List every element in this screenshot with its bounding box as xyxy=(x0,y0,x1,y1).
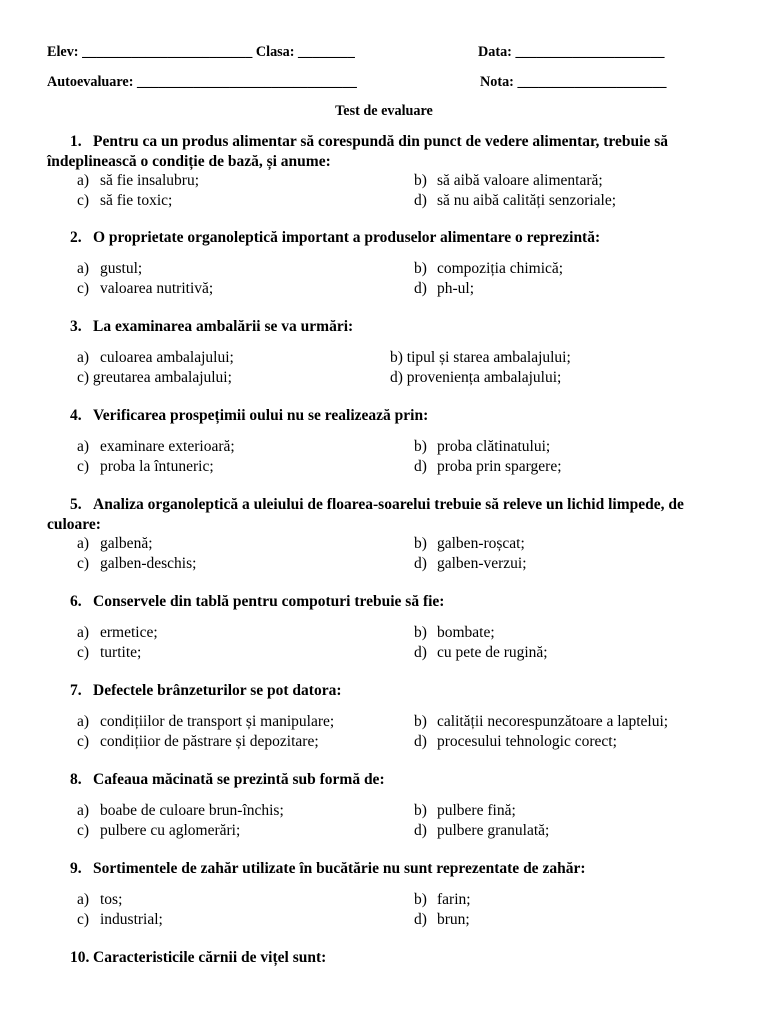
student-blank: ________________________ xyxy=(82,44,253,60)
question-number: 2. xyxy=(70,229,82,247)
option-b-label: b) xyxy=(414,802,427,820)
option-d xyxy=(390,368,561,388)
question-10 xyxy=(0,948,768,968)
question-text: La examinarea ambalării se va urmări: xyxy=(93,318,354,336)
option-row xyxy=(0,437,768,457)
page-title: Test de evaluare xyxy=(335,103,433,119)
grade-blank: _____________________ xyxy=(517,74,667,90)
question-options xyxy=(0,171,768,210)
option-row xyxy=(0,368,768,388)
option-c-label: c) xyxy=(77,279,90,297)
question-options xyxy=(0,623,768,662)
question-number: 10. xyxy=(70,949,90,967)
question-text: Verificarea prospețimii oului nu se realizează prin: xyxy=(93,407,429,425)
option-row xyxy=(0,732,768,752)
option-c-text: pulbere cu aglomerări; xyxy=(100,821,241,839)
option-b-label: b) xyxy=(414,535,427,553)
date-field xyxy=(478,43,664,61)
option-d-label: d) xyxy=(414,821,427,839)
option-c-label: c) xyxy=(77,643,90,661)
option-b-text: pulbere fină; xyxy=(437,802,516,820)
question-number: 8. xyxy=(70,771,82,789)
question-heading xyxy=(0,948,768,968)
option-a-label: a) xyxy=(77,624,90,642)
option-d-label: d) xyxy=(414,279,427,297)
option-row xyxy=(0,457,768,477)
option-d-text: pulbere granulată; xyxy=(437,821,550,839)
option-a-label: a) xyxy=(77,438,90,456)
option-a-label: a) xyxy=(77,535,90,553)
question-options xyxy=(0,534,768,573)
option-c-text: greutarea ambalajului; xyxy=(92,368,232,386)
question-8 xyxy=(0,770,768,840)
option-b-label: b) xyxy=(414,260,427,278)
option-a-text: condițiilor de transport și manipulare; xyxy=(100,713,335,731)
option-a-label: a) xyxy=(77,802,90,820)
option-d-text: procesului tehnologic corect; xyxy=(437,732,617,750)
option-d-text: proveniența ambalajului; xyxy=(406,368,562,386)
option-d-label: d) xyxy=(414,554,427,572)
option-d-text: galben-verzui; xyxy=(437,554,527,572)
self-assessment-blank: _______________________________ xyxy=(136,74,357,90)
option-a-text: tos; xyxy=(100,891,123,909)
option-b-text: să aibă valoare alimentară; xyxy=(437,172,603,190)
question-text: Cafeaua măcinată se prezintă sub formă de: xyxy=(93,771,385,789)
option-b-label: b) xyxy=(414,624,427,642)
question-continuation xyxy=(0,152,768,172)
option-b-label: b) xyxy=(414,891,427,909)
question-number: 5. xyxy=(70,496,82,514)
grade-label: Nota: xyxy=(480,74,514,90)
grade-field xyxy=(480,73,666,91)
option-a-text: boabe de culoare brun-închis; xyxy=(100,802,284,820)
question-6 xyxy=(0,592,768,662)
option-d-text: brun; xyxy=(437,910,470,928)
option-row xyxy=(0,910,768,930)
question-options xyxy=(0,712,768,751)
question-number: 6. xyxy=(70,593,82,611)
option-c-label: c) xyxy=(77,368,90,386)
question-continuation xyxy=(0,515,768,535)
option-c-text: industrial; xyxy=(100,910,163,928)
option-b-label: b) xyxy=(390,349,403,367)
question-heading xyxy=(0,495,768,515)
question-heading xyxy=(0,132,768,152)
option-c-label: c) xyxy=(77,554,90,572)
class-blank: ________ xyxy=(298,44,355,60)
option-c-text: turtite; xyxy=(100,643,142,661)
option-a-text: ermetice; xyxy=(100,624,158,642)
option-row xyxy=(0,191,768,211)
option-a-label: a) xyxy=(77,349,90,367)
question-text: Analiza organoleptică a uleiului de floarea-soarelui trebuie să releve un lichid limpede, de xyxy=(93,496,684,514)
option-d-label: d) xyxy=(414,457,427,475)
option-row xyxy=(0,712,768,732)
option-c-text: condițiior de păstrare și depozitare; xyxy=(100,732,319,750)
option-a-text: gustul; xyxy=(100,260,143,278)
option-c-label: c) xyxy=(77,191,90,209)
question-options xyxy=(0,437,768,476)
question-number: 7. xyxy=(70,682,82,700)
question-text: O proprietate organoleptică important a produselor alimentare o reprezintă: xyxy=(93,229,601,247)
option-row xyxy=(0,171,768,191)
option-c-label: c) xyxy=(77,821,90,839)
option-c-label: c) xyxy=(77,457,90,475)
option-a-label: a) xyxy=(77,713,90,731)
self-assessment-field xyxy=(47,73,357,91)
question-text: Conservele din tablă pentru compoturi trebuie să fie: xyxy=(93,593,445,611)
option-b-label: b) xyxy=(414,438,427,456)
question-number: 1. xyxy=(70,133,82,151)
student-field xyxy=(47,43,355,61)
question-heading xyxy=(0,592,768,612)
question-text: Sortimentele de zahăr utilizate în bucătărie nu sunt reprezentate de zahăr: xyxy=(93,860,586,878)
question-text: Pentru ca un produs alimentar să corespundă din punct de vedere alimentar, trebuie să xyxy=(93,133,668,151)
question-text: Caracteristicile cărnii de vițel sunt: xyxy=(93,949,327,967)
option-a-text: culoarea ambalajului; xyxy=(100,349,234,367)
option-row xyxy=(0,801,768,821)
option-a-label: a) xyxy=(77,260,90,278)
option-row xyxy=(0,259,768,279)
self-assessment-label: Autoevaluare: xyxy=(47,74,134,90)
option-d-label: d) xyxy=(414,643,427,661)
option-b-label: b) xyxy=(414,172,427,190)
question-options xyxy=(0,259,768,298)
option-d-label: d) xyxy=(390,368,403,386)
option-row xyxy=(0,279,768,299)
student-label: Elev: xyxy=(47,44,79,60)
question-text-continued: culoare: xyxy=(47,515,101,533)
option-a-label: a) xyxy=(77,891,90,909)
option-row xyxy=(0,623,768,643)
class-label: Clasa: xyxy=(255,44,295,60)
option-a-text: galbenă; xyxy=(100,535,153,553)
option-c-label: c) xyxy=(77,732,90,750)
option-b-text: bombate; xyxy=(437,624,495,642)
question-text: Defectele brânzeturilor se pot datora: xyxy=(93,682,342,700)
date-blank: _____________________ xyxy=(515,44,665,60)
question-heading xyxy=(0,770,768,790)
option-b-text: compoziția chimică; xyxy=(437,260,564,278)
option-d-label: d) xyxy=(414,910,427,928)
question-1 xyxy=(0,132,768,210)
date-label: Data: xyxy=(478,44,512,60)
option-row xyxy=(0,348,768,368)
option-b-text: proba clătinatului; xyxy=(437,438,551,456)
question-options xyxy=(0,348,768,387)
option-a-label: a) xyxy=(77,172,90,190)
option-c-text: să fie toxic; xyxy=(100,191,173,209)
option-a-text: să fie insalubru; xyxy=(100,172,200,190)
option-b-text: tipul și starea ambalajului; xyxy=(406,349,571,367)
question-options xyxy=(0,801,768,840)
option-b-label: b) xyxy=(414,713,427,731)
question-heading xyxy=(0,681,768,701)
option-b-text: calității necorespunzătoare a laptelui; xyxy=(437,713,669,731)
option-row xyxy=(0,534,768,554)
question-9 xyxy=(0,859,768,929)
option-d-label: d) xyxy=(414,191,427,209)
question-number: 3. xyxy=(70,318,82,336)
question-4 xyxy=(0,406,768,476)
option-b-text: farin; xyxy=(437,891,471,909)
option-c-text: valoarea nutritivă; xyxy=(100,279,214,297)
option-a-text: examinare exterioară; xyxy=(100,438,235,456)
option-row xyxy=(0,554,768,574)
option-c-text: galben-deschis; xyxy=(100,554,197,572)
option-d-text: cu pete de rugină; xyxy=(437,643,548,661)
option-d-label: d) xyxy=(414,732,427,750)
question-7 xyxy=(0,681,768,751)
question-2 xyxy=(0,228,768,298)
question-number: 4. xyxy=(70,407,82,425)
option-c xyxy=(77,368,232,388)
option-c-text: proba la întuneric; xyxy=(100,457,214,475)
option-row xyxy=(0,821,768,841)
option-d-text: proba prin spargere; xyxy=(437,457,562,475)
option-b-text: galben-roșcat; xyxy=(437,535,525,553)
question-heading xyxy=(0,859,768,879)
question-options xyxy=(0,890,768,929)
question-5 xyxy=(0,495,768,573)
option-c-label: c) xyxy=(77,910,90,928)
question-heading xyxy=(0,406,768,426)
question-text-continued: îndeplinească o condiție de bază, și anume: xyxy=(47,152,331,170)
question-heading xyxy=(0,228,768,248)
option-d-text: ph-ul; xyxy=(437,279,475,297)
option-row xyxy=(0,890,768,910)
option-row xyxy=(0,643,768,663)
option-d-text: să nu aibă calități senzoriale; xyxy=(437,191,617,209)
question-number: 9. xyxy=(70,860,82,878)
question-3 xyxy=(0,317,768,387)
option-b xyxy=(390,348,571,368)
question-heading xyxy=(0,317,768,337)
